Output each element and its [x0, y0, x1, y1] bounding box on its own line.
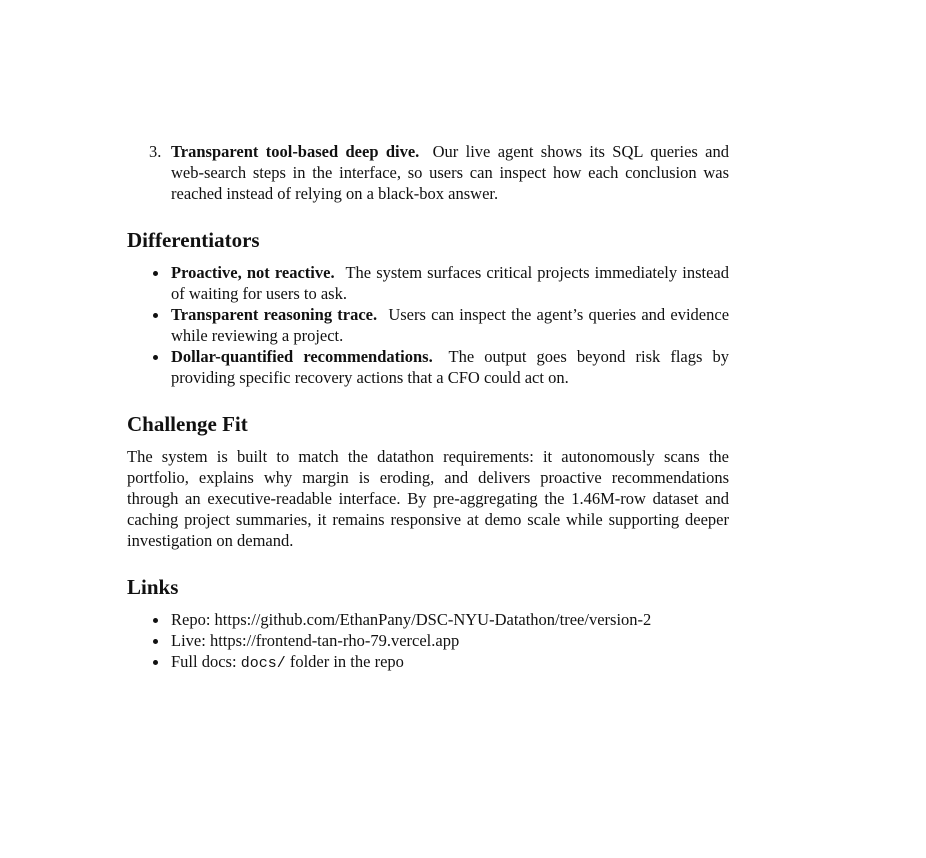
- item-text: The output goes beyond risk flags by providing specific recovery actions that a CFO could act on.: [171, 347, 730, 387]
- list-item: [149, 304, 729, 346]
- item-title: Proactive, not reactive.: [171, 263, 335, 282]
- repo-label: Repo:: [171, 610, 211, 629]
- challenge-fit-heading: Challenge Fit: [127, 412, 248, 436]
- enum-item-title: Transparent tool-based deep dive.: [171, 142, 420, 161]
- enumerated-item-3: [149, 141, 729, 204]
- enum-label: 3.: [149, 142, 162, 161]
- list-item: [149, 262, 729, 304]
- differentiators-list: [127, 262, 729, 388]
- enum-item-body: [171, 141, 729, 204]
- repo-link[interactable]: https://github.com/EthanPany/DSC-NYU-Datathon/tree/version-2: [214, 610, 652, 629]
- docs-suffix: folder in the repo: [289, 652, 404, 671]
- bullet-icon: [149, 346, 171, 388]
- item-title: Transparent reasoning trace.: [171, 305, 378, 324]
- live-link[interactable]: https://frontend-tan-rho-79.vercel.app: [209, 631, 460, 650]
- differentiators-heading: Differentiators: [127, 228, 260, 252]
- item-text: The system surfaces critical projects immediately instead of waiting for users to ask.: [171, 263, 730, 303]
- links-list: [127, 609, 729, 674]
- document-page: [127, 141, 729, 674]
- list-item: [149, 346, 729, 388]
- enum-item-text: Our live agent shows its SQL queries and web-search steps in the interface, so users can inspect how each conclusion was reached instead of relying on a black-box answer.: [171, 142, 730, 203]
- list-item-repo: [149, 609, 729, 630]
- links-heading: Links: [127, 575, 179, 599]
- live-label: Live:: [171, 631, 206, 650]
- item-title: Dollar-quantified recommendations.: [171, 347, 433, 366]
- docs-path: docs/: [240, 655, 286, 672]
- challenge-fit-paragraph: The system is built to match the datathon requirements: it autonomously scans the portfolio, explains why margin is eroding, and delivers proactive recommendations through an executive-readable interface. By pre-aggregating the 1.46M-row dataset and caching project summaries, it remains responsive at demo scale while supporting deeper investigation on demand.: [127, 447, 729, 550]
- bullet-icon: [149, 651, 171, 674]
- docs-label: Full docs:: [171, 652, 237, 671]
- bullet-icon: [149, 262, 171, 304]
- bullet-icon: [149, 304, 171, 346]
- bullet-icon: [149, 630, 171, 651]
- list-item-docs: [149, 651, 729, 674]
- list-item-live: [149, 630, 729, 651]
- item-text: Users can inspect the agent’s queries and evidence while reviewing a project.: [171, 305, 730, 345]
- bullet-icon: [149, 609, 171, 630]
